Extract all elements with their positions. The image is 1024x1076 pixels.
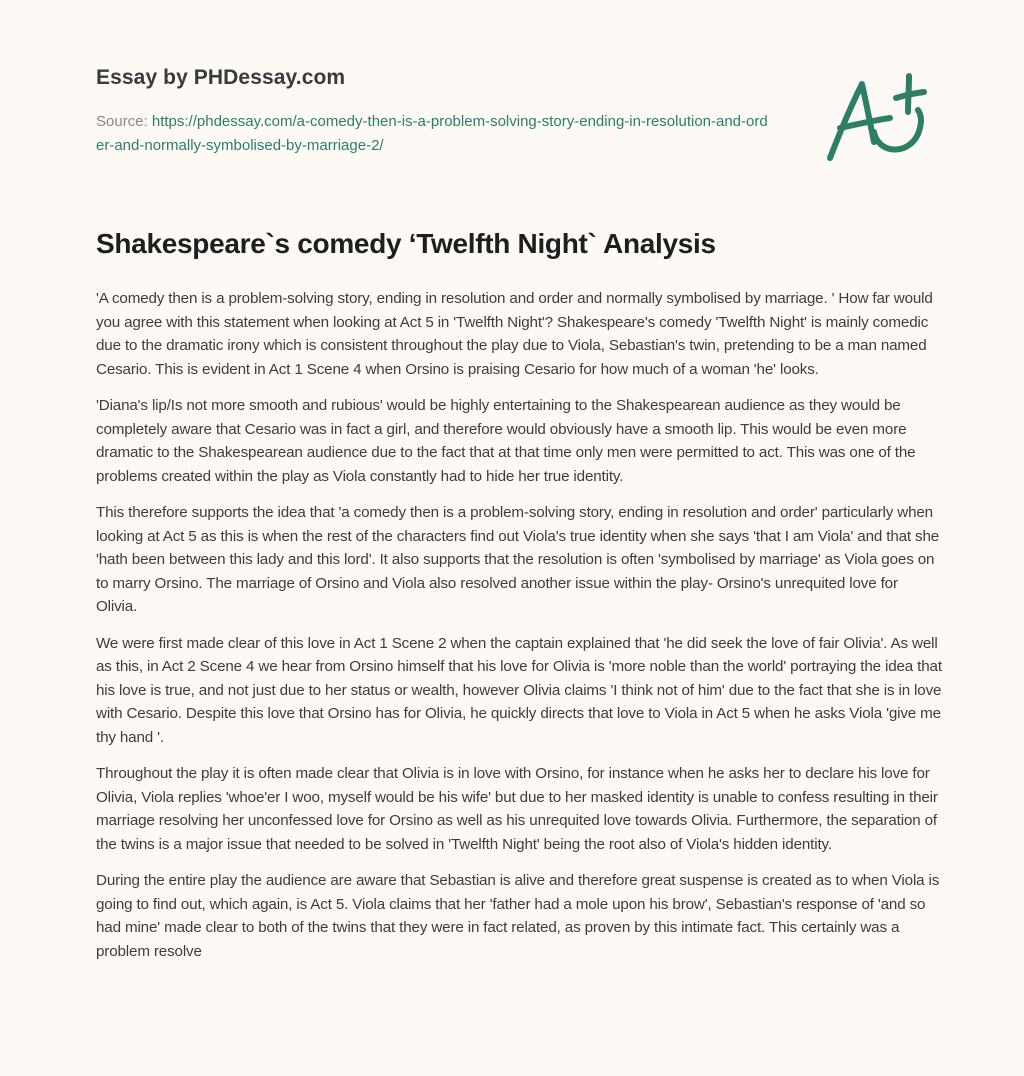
- essay-paragraph: 'A comedy then is a problem-solving story, ending in resolution and order and normally symbolised by marriage. ' How far would you agree with this statement when looking at Act 5 in 'Twelfth Night'? Shakespeare's comedy 'Twelfth Night' is mainly comedic due to the dramatic irony which is consistent throughout the play due to Viola, Sebastian's twin, pretending to be a man named Cesario. This is evident in Act 1 Scene 4 when Orsino is praising Cesario for how much of a woman 'he' looks.: [96, 290, 933, 378]
- essay-paragraph: We were first made clear of this love in Act 1 Scene 2 when the captain explained that 'he did seek the love of fair Olivia'. As well as this, in Act 2 Scene 4 we hear from Orsino himself that his love for Olivia is 'more noble than the world' portraying the idea that his love is true, and not just due to her status or wealth, however Olivia claims 'I think not of him' due to the fact that she is in love with Cesario. Despite this love that Orsino has for Olivia, he quickly directs that love to Viola in Act 5 when he asks Viola 'give me thy hand '.: [96, 634, 942, 746]
- source-link[interactable]: https://phdessay.com/a-comedy-then-is-a-problem-solving-story-ending-in-resolution-and-order-and-normally-symbolised-by-marriage-2/: [96, 113, 768, 154]
- essay-paragraph: Throughout the play it is often made clear that Olivia is in love with Orsino, for instance when he asks her to declare his love for Olivia, Viola replies 'whoe'er I woo, myself would be his wife' but due to her masked identity is unable to confess resulting in their marriage resolving her unconfessed love for Orsino as well as his unrequited love towards Olivia. Furthermore, the separation of the twins is a major issue that needed to be solved in 'Twelfth Night' being the root also of Viola's hidden identity.: [96, 765, 938, 853]
- essay-body: [96, 287, 942, 976]
- essay-paragraph: 'Diana's lip/Is not more smooth and rubious' would be highly entertaining to the Shakespearean audience as they would be completely aware that Cesario was in fact a girl, and therefore would obviously have a smooth lip. This would be even more dramatic to the Shakespearean audience due to the fact that at that time only men were permitted to act. This was one of the problems created within the play as Viola constantly had to hide her true identity.: [96, 397, 916, 485]
- essay-title: Shakespeare`s comedy ‘Twelfth Night` Analysis: [96, 228, 716, 259]
- site-title: Essay by PHDessay.com: [96, 66, 346, 89]
- site-header: [96, 64, 776, 158]
- source-label: Source:: [96, 113, 152, 130]
- essay-paragraph: This therefore supports the idea that 'a comedy then is a problem-solving story, ending in resolution and order' particularly when looking at Act 5 as this is when the rest of the characters find out Viola's true identity when she says 'that I am Viola' and that she 'hath been between this lady and this lord'. It also supports that the resolution is often 'symbolised by marriage' as Viola goes on to marry Orsino. The marriage of Orsino and Viola also resolved another issue within the play- Orsino's unrequited love for Olivia.: [96, 504, 940, 615]
- a-plus-grade-icon: [818, 62, 938, 172]
- essay-paragraph: During the entire play the audience are aware that Sebastian is alive and therefore great suspense is created as to when Viola is going to find out, which again, is Act 5. Viola claims that her 'father had a mole upon his brow', Sebastian's response of 'and so had mine' made clear to both of the twins that they were in fact related, as proven by this intimate fact. This certainly was a problem resolve: [96, 872, 940, 960]
- source-line: [96, 110, 776, 158]
